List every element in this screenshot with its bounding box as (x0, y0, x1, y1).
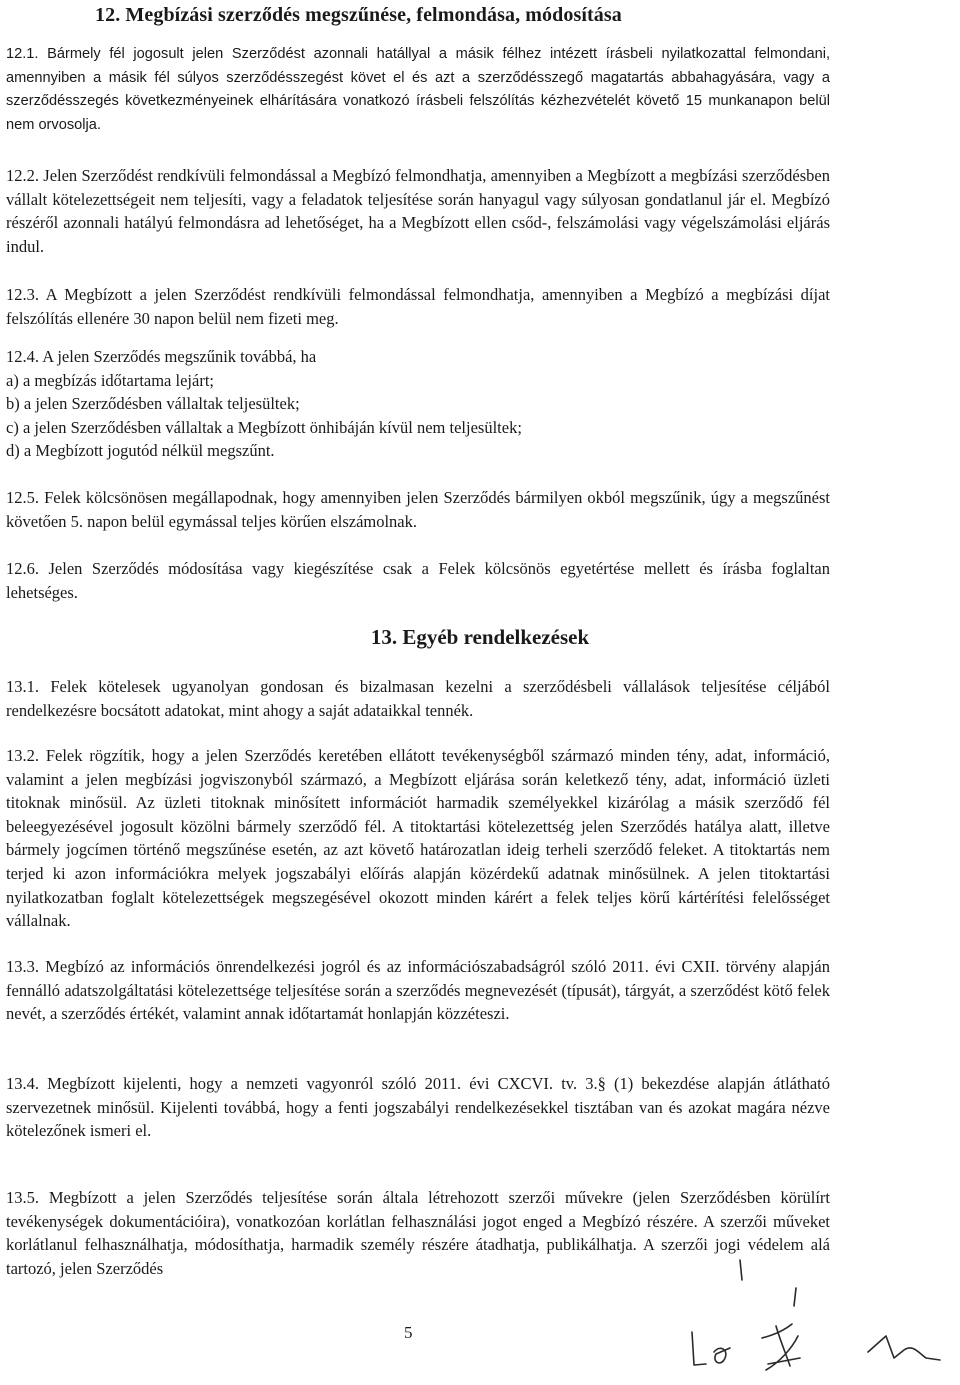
paragraph-12-3: 12.3. A Megbízott a jelen Szerződést rendkívüli felmondással felmondhatja, amennyiben a Megbízó a megbízási díjat felszólítás ellenére 30 napon belül nem fizeti meg. (6, 285, 830, 328)
initials-mark-1 (692, 1332, 706, 1365)
paragraph-13-1: 13.1. Felek kötelesek ugyanolyan gondosan és bizalmasan kezelni a szerződésbeli vállalások teljesítése céljából rendelkezésre bocsátott adatokat, mint ahogy a saját adataikkal tennék. (6, 677, 830, 720)
paragraph-12-6: 12.6. Jelen Szerződés módosítása vagy kiegészítése csak a Felek kölcsönös egyetértése mellett és írásba foglaltan lehetséges. (6, 559, 830, 602)
initials-mark-2 (714, 1348, 730, 1363)
initials-mark-5 (794, 1288, 796, 1306)
paragraph-12-4-intro: 12.4. A jelen Szerződés megszűnik továbbá, ha (6, 347, 317, 366)
handwritten-initials (680, 1240, 950, 1380)
section-12-title: 12. Megbízási szerződés megszűnése, felmondása, módosítása (95, 4, 622, 26)
page-number: 5 (404, 1323, 413, 1342)
list-item-c: c) a jelen Szerződésben vállaltak a Megbízott önhibáján kívül nem teljesültek; (6, 417, 522, 437)
paragraph-12-2: 12.2. Jelen Szerződést rendkívüli felmondással a Megbízó felmondhatja, amennyiben a Megbízott a megbízási szerződésben vállalt kötelezettségeit nem teljesíti, vagy a feladatok teljesítése során hanyagul vagy súlyosan gondatlanul jár el. Megbízó részéről azonnali hatályú felmondásra ad lehetőséget, ha a Megbízott ellen csőd-, felszámolási vagy végelszámolási eljárás indul. (6, 166, 830, 256)
paragraph-13-4: 13.4. Megbízott kijelenti, hogy a nemzeti vagyonról szóló 2011. évi CXCVI. tv. 3.§ (1) bekezdése alapján átlátható szervezetnek minősül. Kijelenti továbbá, hogy a fenti jogszabályi rendelkezésekkel tisztában van és azokat magára nézve kötelezőnek ismeri el. (6, 1074, 830, 1141)
paragraph-12-5: 12.5. Felek kölcsönösen megállapodnak, hogy amennyiben jelen Szerződés bármilyen okból megszűnik, úgy a megszűnést követően 5. napon belül egymással teljes körűen elszámolnak. (6, 488, 830, 531)
paragraph-13-2: 13.2. Felek rögzítik, hogy a jelen Szerződés keretében ellátott tevékenységből származó minden tény, adat, információ, valamint a jelen megbízási jogviszonyból származó, a Megbízott eljárása során keletkező tény, adat, információ üzleti titoknak minősül. Az üzleti titoknak minősített információt harmadik személyekkel kizárólag a másik szerződő fél beleegyezésével jogosult közölni bármely szerződő fél. A titoktartási kötelezettség jelen Szerződés hatálya alatt, illetve bármely jogcímen történő megszűnése esetén, az azt követő határozatlan ideig terheli szerződő feleket. A titoktartás nem terjed ki azon információkra melyek jogszabályi előírás alapján közérdekű adatnak minősülnek. A jelen titoktartási nyilatkozatban foglalt kötelezettségek megszegésével okozott minden kárért a felek teljes körű kártérítési felelősséget vállalnak. (6, 746, 830, 931)
initials-mark-4 (762, 1324, 800, 1370)
list-item-d: d) a Megbízott jogutód nélkül megszűnt. (6, 441, 275, 461)
paragraph-13-5: 13.5. Megbízott a jelen Szerződés teljesítése során általa létrehozott szerzői művekre (jelen Szerződésben körülírt tevékenységek dokumentációira), vonatkozóan korlátlan felhasználási jogot enged a Megbízó részére. A szerzői műveket korlátlanul felhasználhatja, módosíthatja, harmadik személy részére átadhatja, publikálhatja. A szerzői jogi védelem alá tartozó, jelen Szerződés (6, 1188, 830, 1278)
paragraph-12-4 (6, 345, 830, 463)
paragraph-13-3: 13.3. Megbízó az információs önrendelkezési jogról és az információszabadságról szóló 2011. évi CXII. törvény alapján fennálló adatszolgáltatási kötelezettsége teljesítése során a szerződés megnevezését (típusát), tárgyát, a szerződést kötő felek nevét, a szerződés értékét, valamint annak időtartamát honlapján közzéteszi. (6, 957, 830, 1024)
paragraph-12-1: 12.1. Bármely fél jogosult jelen Szerződést azonnali hatállyal a másik félhez intézett írásbeli nyilatkozattal felmondani, amennyiben a másik fél súlyos szerződésszegést követ el és azt a szerződésszegő magatartás abbahagyására, vagy a szerződésszegés következményeinek elhárítására vonatkozó írásbeli felszólítás kézhezvételét követő 15 munkanapon belül nem orvosolja. (6, 46, 830, 133)
list-item-a: a) a megbízás időtartama lejárt; (6, 370, 214, 390)
section-13-title: 13. Egyéb rendelkezések (370, 625, 590, 649)
initials-mark-3 (740, 1260, 742, 1280)
initials-mark-6 (868, 1336, 940, 1360)
list-item-b: b) a jelen Szerződésben vállaltak teljesültek; (6, 394, 300, 414)
